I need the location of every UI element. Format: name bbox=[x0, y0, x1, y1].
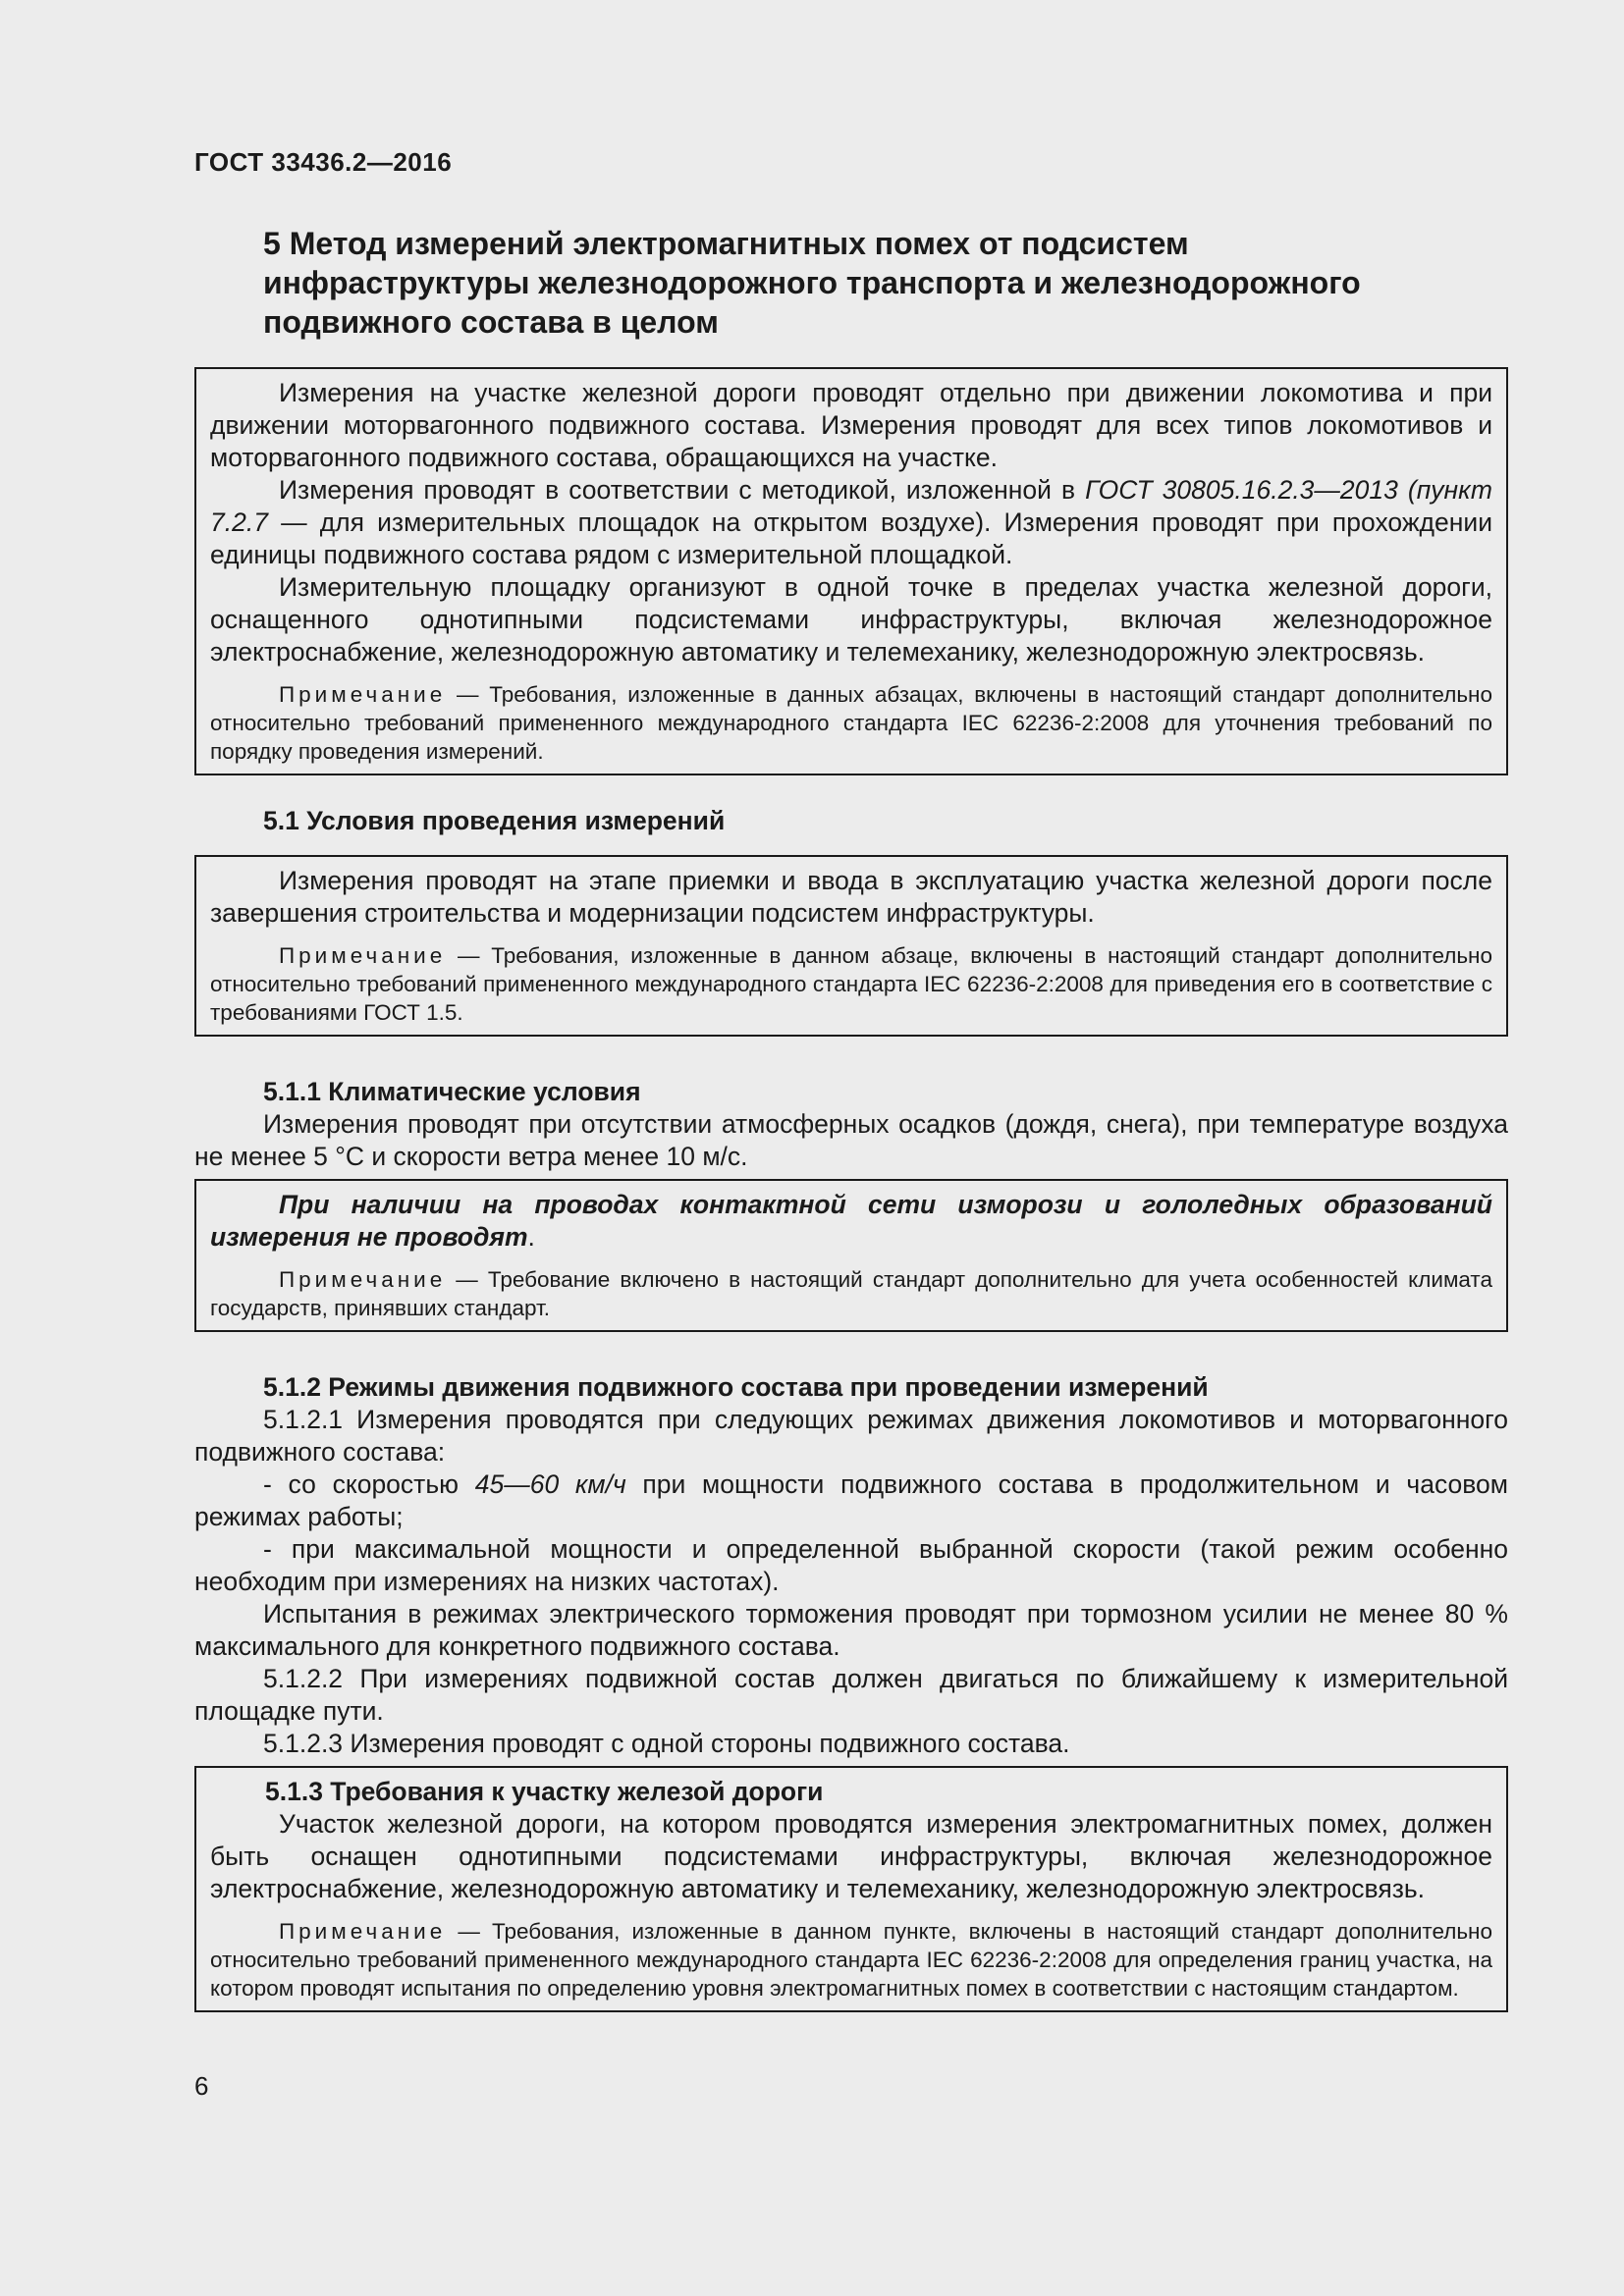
section-5-note bbox=[210, 680, 1492, 766]
text-run: - со скоростью bbox=[263, 1469, 475, 1499]
section-5-1-3-title: 5.1.3 Требования к участку железой дороги bbox=[265, 1777, 824, 1806]
section-5-1-title: 5.1 Условия проведения измерений bbox=[263, 806, 726, 835]
page-number: 6 bbox=[194, 2071, 209, 2101]
section-5-1-3-box bbox=[194, 1766, 1508, 2012]
text-run: при мощности подвижного состава в продолжительном и часовом режимах работы; bbox=[194, 1469, 1509, 1531]
section-5-1-note bbox=[210, 941, 1492, 1027]
list-item-max-power: - при максимальной мощности и определенной выбранной скорости (такой режим особенно необходим при измерениях на низких частотах). bbox=[194, 1534, 1508, 1596]
text-run: . bbox=[527, 1222, 535, 1252]
section-5-title: 5 Метод измерений электромагнитных помех от подсистем инфраструктуры железнодорожного транспорта и железнодорожного подвижного состава в целом bbox=[263, 226, 1361, 340]
list-item-speed bbox=[194, 1468, 1508, 1533]
section-5-1-1-box-paragraph bbox=[210, 1189, 1492, 1254]
section-5-1-paragraph: Измерения проводят на этапе приемки и ввода в эксплуатацию участка железной дороги после завершения строительства и модернизации подсистем инфраструктуры. bbox=[210, 866, 1492, 928]
section-5-1-2-title: 5.1.2 Режимы движения подвижного состава при проведении измерений bbox=[263, 1372, 1209, 1402]
text-run: Измерения проводят в соответствии с методикой, изложенной в bbox=[279, 475, 1086, 505]
section-5-paragraph-1: Измерения на участке железной дороги проводят отдельно при движении локомотива и при движении моторвагонного подвижного состава. Измерения проводят для всех типов локомотивов и моторвагонного подвижного состава, обращающихся на участке. bbox=[210, 378, 1492, 472]
section-5-paragraph-2 bbox=[210, 474, 1492, 571]
section-5-1-1-title: 5.1.1 Климатические условия bbox=[263, 1077, 641, 1106]
section-5-1-2-2-paragraph: 5.1.2.2 При измерениях подвижной состав должен двигаться по ближайшему к измерительной площадке пути. bbox=[194, 1664, 1508, 1726]
note-label: Примечание bbox=[279, 1919, 447, 1944]
note-label: Примечание bbox=[279, 682, 447, 707]
braking-paragraph: Испытания в режимах электрического торможения проводят при тормозном усилии не менее 80 % максимального для конкретного подвижного состава. bbox=[194, 1599, 1508, 1661]
text-run: — для измерительных площадок на открытом воздухе). Измерения проводят при прохождении единицы подвижного состава рядом с измерительной площадкой. bbox=[210, 507, 1492, 569]
emphasis-text: При наличии на проводах контактной сети изморози и гололедных образований измерения не проводят bbox=[210, 1190, 1492, 1252]
note-text: — Требования, изложенные в данных абзацах, включены в настоящий стандарт дополнительно относительно требований примененного международного стандарта IEC 62236-2:2008 для уточнения требований по порядку проведения измерений. bbox=[210, 682, 1492, 764]
note-text: — Требования, изложенные в данном пункте, включены в настоящий стандарт дополнительно относительно требований примененного международного стандарта IEC 62236-2:2008 для определения границ участка, на котором проводят испытания по определению уровня электромагнитных помех в соответствии с настоящим стандартом. bbox=[210, 1919, 1492, 2001]
section-5-1-2-3-paragraph: 5.1.2.3 Измерения проводят с одной стороны подвижного состава. bbox=[263, 1729, 1070, 1758]
section-5-1-2-1-paragraph: 5.1.2.1 Измерения проводятся при следующих режимах движения локомотивов и моторвагонного подвижного состава: bbox=[194, 1405, 1508, 1467]
section-5-box bbox=[194, 367, 1508, 775]
section-5-1-1-note bbox=[210, 1265, 1492, 1322]
section-5-paragraph-3: Измерительную площадку организуют в одной точке в пределах участка железной дороги, оснащенного однотипными подсистемами инфраструктуры, включая железнодорожное электроснабжение, железнодорожную автоматику и телемеханику, железнодорожную электросвязь. bbox=[210, 572, 1492, 667]
section-5-1-1-box bbox=[194, 1179, 1508, 1332]
standard-reference: ГОСТ 30805.16.2.3—2013 (пункт 7.2.7 bbox=[210, 475, 1493, 537]
section-5-1-1-paragraph: Измерения проводят при отсутствии атмосферных осадков (дождя, снега), при температуре воздуха не менее 5 °С и скорости ветра менее 10 м/с. bbox=[194, 1109, 1508, 1171]
document-header: ГОСТ 33436.2—2016 bbox=[194, 147, 453, 177]
section-5-1-box bbox=[194, 855, 1508, 1037]
page-content bbox=[194, 224, 1508, 2012]
section-5-1-3-note bbox=[210, 1917, 1492, 2002]
note-text: — Требование включено в настоящий стандарт дополнительно для учета особенностей климата государств, принявших стандарт. bbox=[210, 1267, 1492, 1320]
note-label: Примечание bbox=[279, 943, 447, 968]
note-text: — Требования, изложенные в данном абзаце, включены в настоящий стандарт дополнительно относительно требований примененного международного стандарта IEC 62236-2:2008 для приведения его в соответствие с требованиями ГОСТ 1.5. bbox=[210, 943, 1492, 1025]
speed-range: 45—60 км/ч bbox=[474, 1469, 626, 1499]
section-5-1-3-paragraph: Участок железной дороги, на котором проводятся измерения электромагнитных помех, должен быть оснащен однотипными подсистемами инфраструктуры, включая железнодорожное электроснабжение, железнодорожную автоматику и телемеханику, железнодорожную электросвязь. bbox=[210, 1809, 1492, 1903]
note-label: Примечание bbox=[279, 1267, 447, 1292]
